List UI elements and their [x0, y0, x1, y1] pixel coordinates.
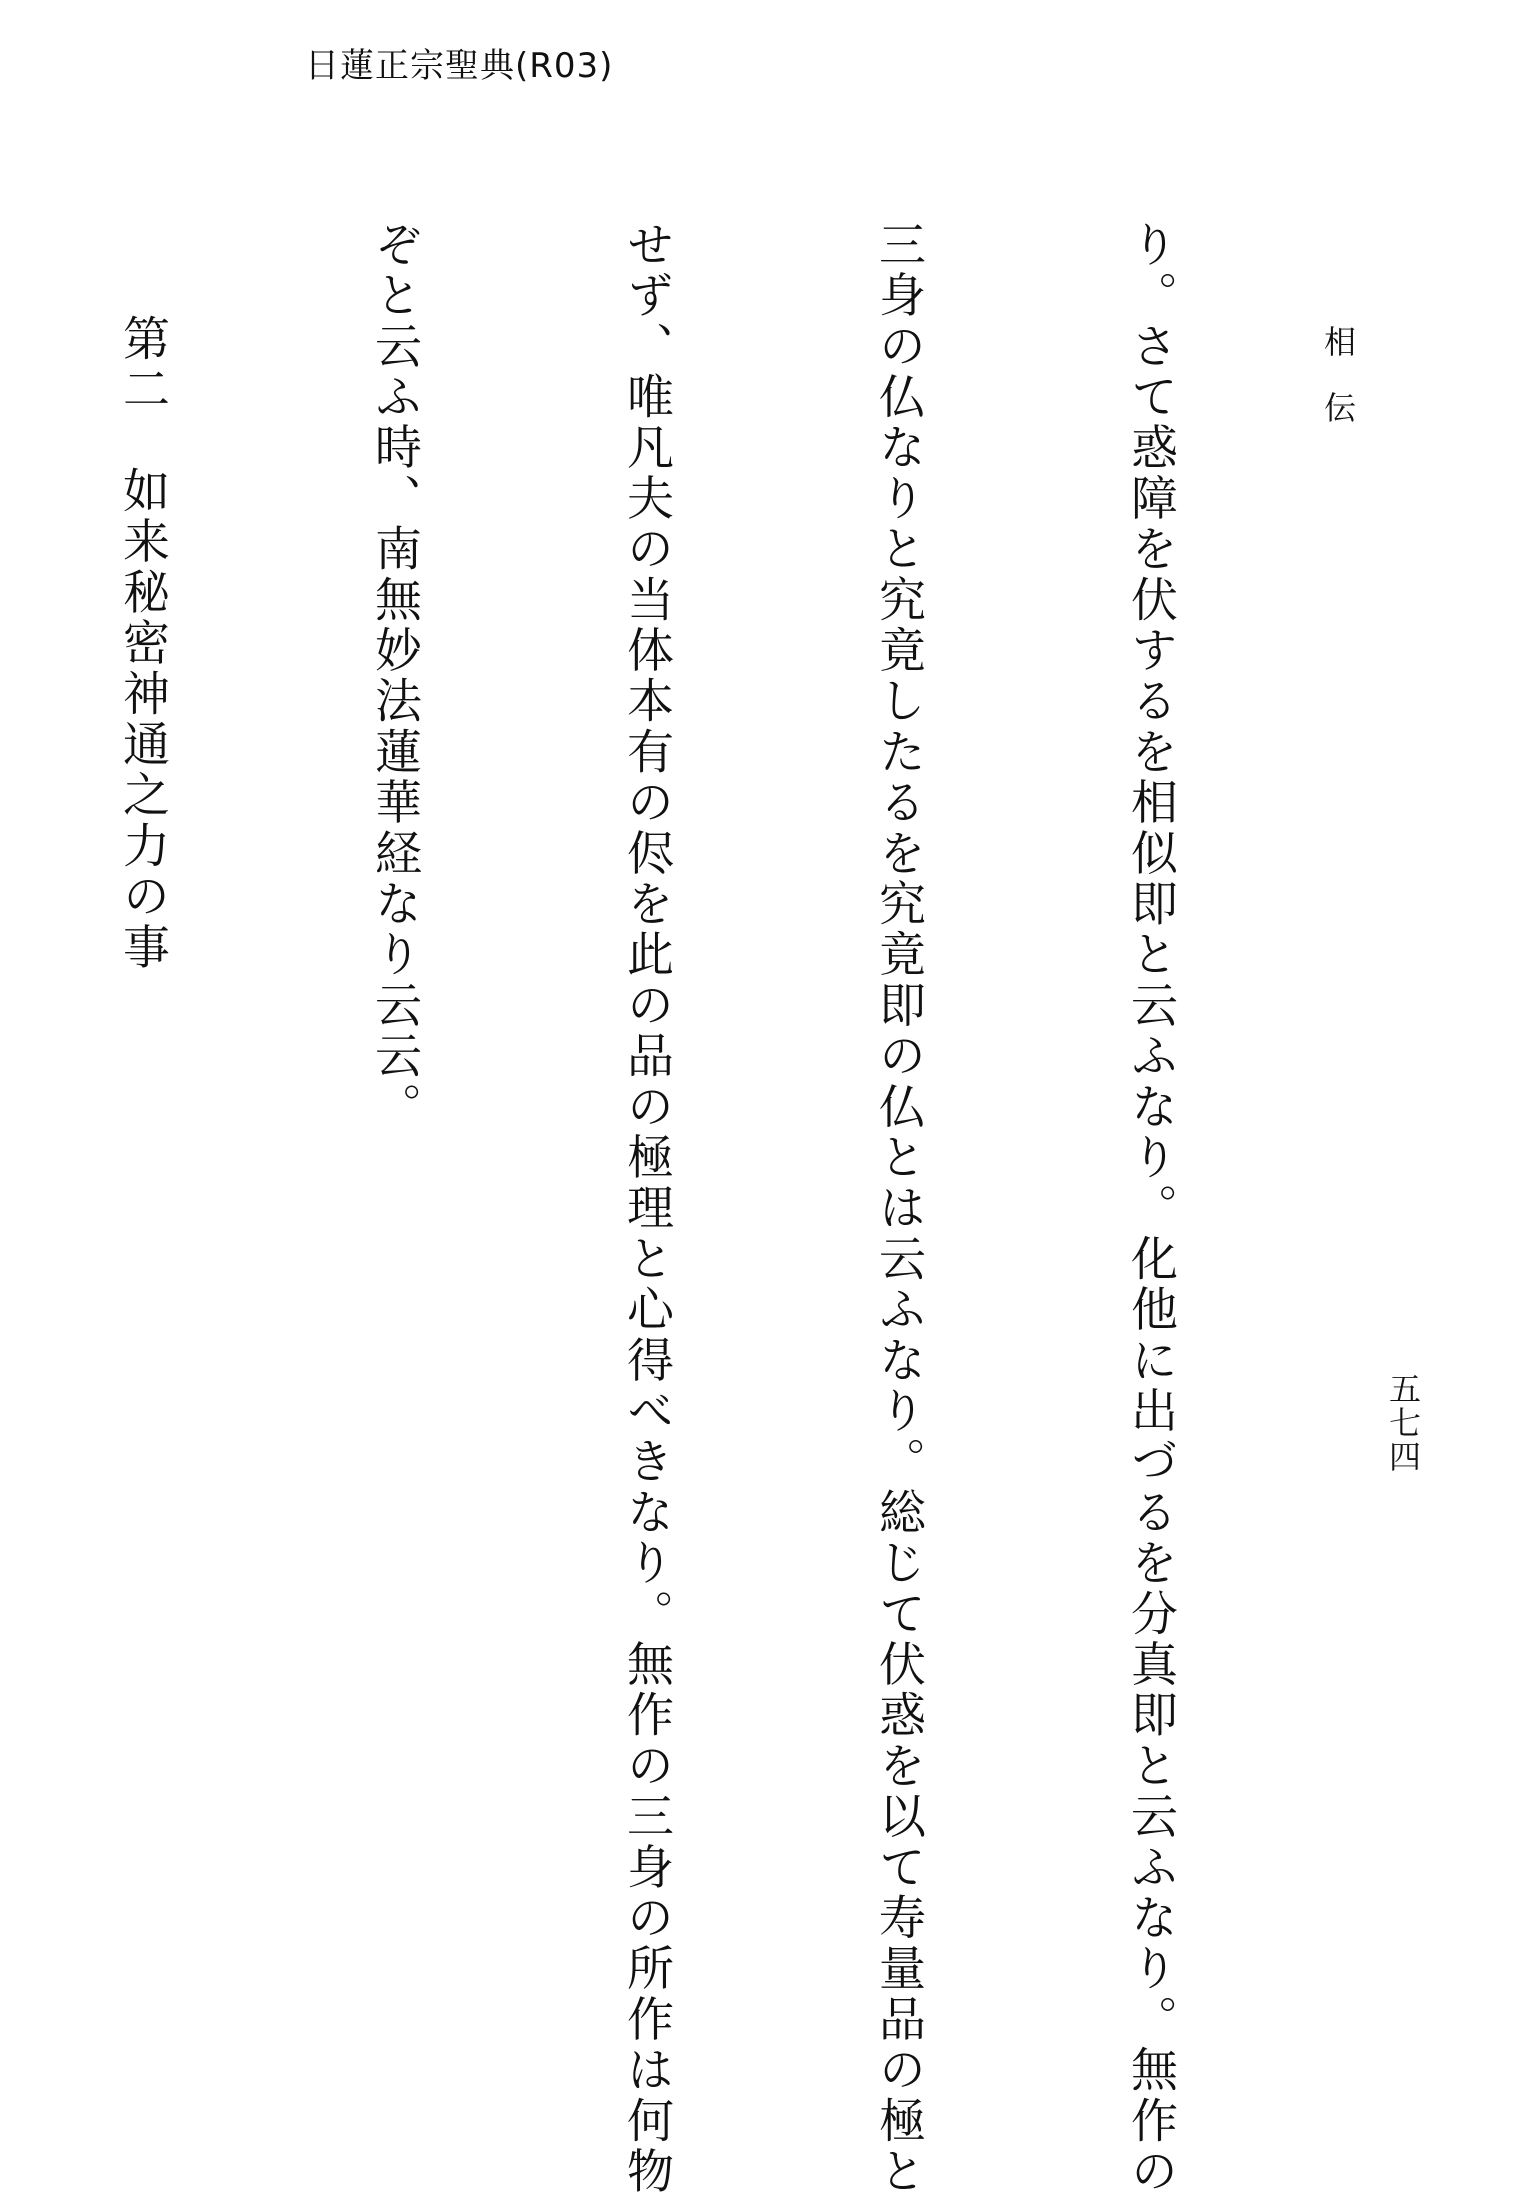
text-line-3: せず、唯凡夫の当体本有の侭を此の品の極理と心得べきなり。無作の三身の所作は何物: [619, 220, 674, 2197]
vertical-body-text: [115, 220, 1360, 2197]
running-head: 相伝: [1319, 325, 1357, 457]
page-number: 五七四: [1384, 1372, 1422, 1474]
section-heading-2: 第二 如来秘密神通之力の事: [115, 314, 170, 974]
text-line-2: 三身の仏なりと究竟したるを究竟即の仏とは云ふなり。総じて伏惑を以て寿量品の極と: [871, 220, 926, 2197]
text-line-4: ぞと云ふ時、南無妙法蓮華経なり云云。: [367, 220, 422, 1133]
document-title: 日蓮正宗聖典(R03): [305, 46, 614, 86]
text-line-1: り。さて惑障を伏するを相似即と云ふなり。化他に出づるを分真即と云ふなり。無作の: [1123, 220, 1178, 2197]
